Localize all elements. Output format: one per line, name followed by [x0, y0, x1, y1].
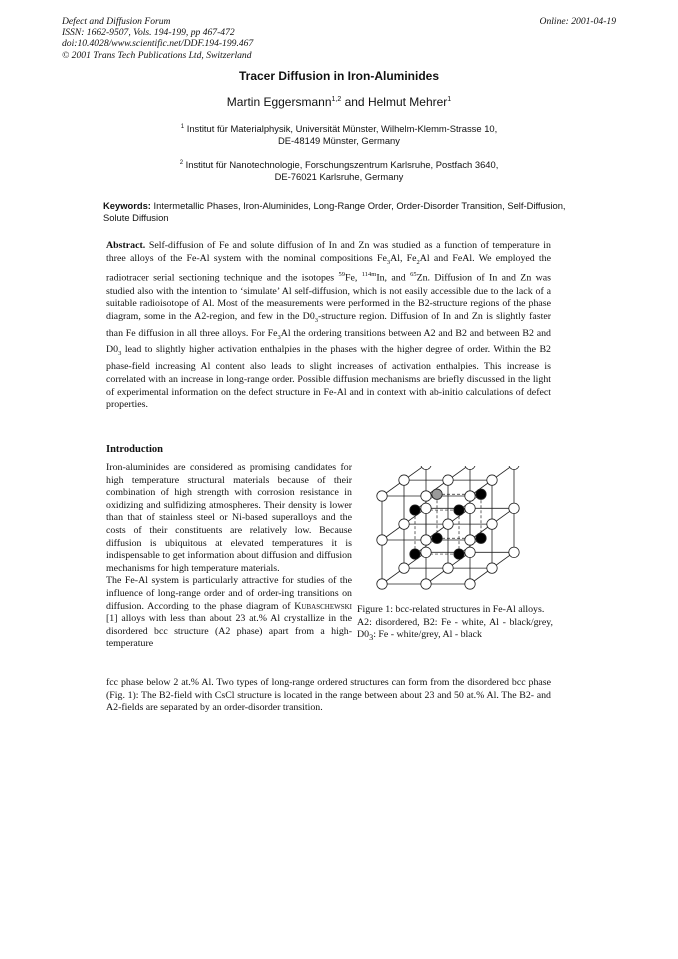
affiliation-1: [0, 121, 678, 147]
lattice-site-atom: [421, 535, 431, 545]
author-1: Martin Eggersmann: [226, 95, 332, 109]
body-centre-atom: [432, 489, 442, 499]
keywords: [103, 200, 573, 224]
abstract: Abstract. Self-diffusion of Fe and solute diffusion of In and Zn was studied as a function of temperature in three alloys of the Fe-Al system with the nominal compositions $Fe_3Al$, $Fe_2Al$ and FeAl. We employed the radiotracer serial sectioning technique and the isotopes $^{59}$Fe, $^{114m}$In, and $^{65}$Zn. Diffusion of In and Zn was studied also with the intention to ‘simulate’ Al self-diffusion, which is not easily accessible due to the lack of a suitable radioisotope of Al. Most of the measurements were performed in the B2-structure regions of the phase diagram, some in the A2-region, and few in the $D0_3$-structure region. Diffusion of In and Zn is slightly faster than Fe diffusion in all three alloys. For $Fe_3Al$ the ordering transitions between A2 and B2 and between B2 and $D0_3$ lead to slightly higher activation enthalpies in the phases with the higher degree of order. Within the B2 phase-field increasing Al content also leads to slight increases of activation enthalpies. This increase is correlated with an increase in long-range order. Possible diffusion mechanisms are briefly discussed in the light of experimental information on the defect structure in Fe-Al and in context with ab-initio calculations of defect properties.: [106, 240, 552, 411]
affil-2-line-1: Institut für Nanotechnologie, Forschungszentrum Karlsruhe, Postfach 3640,: [185, 159, 499, 171]
affiliation-2: [0, 157, 678, 183]
caption-line-1: Figure 1: bcc-related structures in Fe-Al alloys.: [357, 604, 545, 615]
lattice-site-atom: [509, 466, 519, 470]
lattice-site-atom: [377, 579, 387, 589]
intro-full-width-text: fcc phase below 2 at.% Al. Two types of long-range ordered structures can form from the disordered bcc phase (Fig. 1): The B2-field with CsCl structure is located in the range between about 23 and 50 at.% Al. The B2- and A2-fields are separated by an order-disorder transition.: [106, 677, 551, 714]
author-2: Helmut Mehrer: [367, 95, 448, 109]
lattice-site-atom: [399, 563, 409, 573]
affil-1-number: 1: [180, 124, 185, 130]
lattice-site-atom: [509, 503, 519, 513]
lattice-site-atom: [465, 535, 475, 545]
affil-2-number: 2: [179, 160, 184, 166]
lattice-site-atom: [465, 491, 475, 501]
body-centre-atom: [476, 489, 486, 499]
lattice-site-atom: [487, 519, 497, 529]
caption-line-2: A2: disordered, B2: Fe - white, Al - black/grey, $D0_3$: Fe - white/grey, Al - black: [357, 616, 553, 642]
citation-kubaschewski: Kubaschewski: [294, 600, 352, 612]
doi-line[interactable]: doi:10.4028/www.scientific.net/DDF.194-199.467: [62, 38, 254, 50]
body-centre-atom: [454, 549, 464, 559]
lattice-site-atom: [487, 563, 497, 573]
body-centre-atom: [476, 533, 486, 543]
lattice-site-atom: [421, 503, 431, 513]
lattice-site-atom: [487, 475, 497, 485]
affil-1-line-2: DE-48149 Münster, Germany: [278, 135, 400, 147]
copyright-line: © 2001 Trans Tech Publications Ltd, Switzerland: [62, 49, 252, 61]
bcc-structure-figure: [370, 466, 520, 596]
body-centre-atom: [432, 533, 442, 543]
lattice-site-atom: [421, 547, 431, 557]
lattice-site-atom: [399, 475, 409, 485]
author-conjunction: and: [341, 95, 368, 109]
keywords-text: Intermetallic Phases, Iron-Aluminides, Long-Range Order, Order-Disorder Transition, Self-Diffusion, Solute Diffusion: [103, 200, 566, 223]
figure-caption: [357, 604, 553, 644]
lattice-site-atom: [443, 563, 453, 573]
lattice-site-atom: [421, 491, 431, 501]
journal-name: Defect and Diffusion Forum: [62, 16, 171, 27]
section-heading-introduction: Introduction: [106, 444, 163, 455]
keywords-label: Keywords:: [103, 200, 151, 211]
lattice-site-atom: [399, 519, 409, 529]
issn-line: ISSN: 1662-9507, Vols. 194-199, pp 467-472: [62, 27, 235, 39]
paper-title: Tracer Diffusion in Iron-Aluminides: [238, 69, 440, 83]
affil-2-line-2: DE-76021 Karlsruhe, Germany: [274, 171, 404, 183]
author-2-affil: 1: [447, 96, 452, 103]
abstract-label: Abstract.: [106, 240, 146, 251]
intro-paragraph-1: Iron-aluminides are considered as promising candidates for high temperature structural materials because of their combination of high strength with corrosion resistance in oxidizing and sulfidizing atmospheres. Their density is lower than that of stainless steel or Ni-based superalloys and the costs of their constituents are relatively low. Because diffusion is ubiquitous at elevated temperatures it is indispensable to get information about diffusion and diffusion mechanisms for high temperature materials.: [106, 462, 352, 574]
body-centre-atom: [410, 549, 420, 559]
body-centre-atom: [454, 505, 464, 515]
lattice-site-atom: [465, 503, 475, 513]
lattice-site-atom: [443, 475, 453, 485]
body-centre-atom: [410, 505, 420, 515]
author-line: [0, 95, 678, 109]
lattice-site-atom: [421, 466, 431, 470]
lattice-site-atom: [421, 579, 431, 589]
author-1-affil: 1,2: [331, 96, 342, 103]
intro-left-column: [106, 462, 352, 651]
intro-paragraph-2: The Fe-Al system is particularly attractive for studies of the influence of long-range order and of order-ing transitions on diffusion. According to the phase diagram of Kubaschewski [1] alloys with less than about 23 at.% Al crystallize in the disordered bcc structure (A2 phase) apart from a high-temperature: [106, 575, 352, 650]
lattice-site-atom: [465, 466, 475, 470]
lattice-site-atom: [465, 547, 475, 557]
lattice-site-atom: [465, 579, 475, 589]
online-date: Online: 2001-04-19: [539, 16, 616, 27]
affil-1-line-1: Institut für Materialphysik, Universität Münster, Wilhelm-Klemm-Strasse 10,: [186, 123, 498, 135]
lattice-site-atom: [509, 547, 519, 557]
lattice-site-atom: [377, 535, 387, 545]
lattice-site-atom: [443, 519, 453, 529]
lattice-site-atom: [377, 491, 387, 501]
journal-header: [62, 16, 253, 61]
